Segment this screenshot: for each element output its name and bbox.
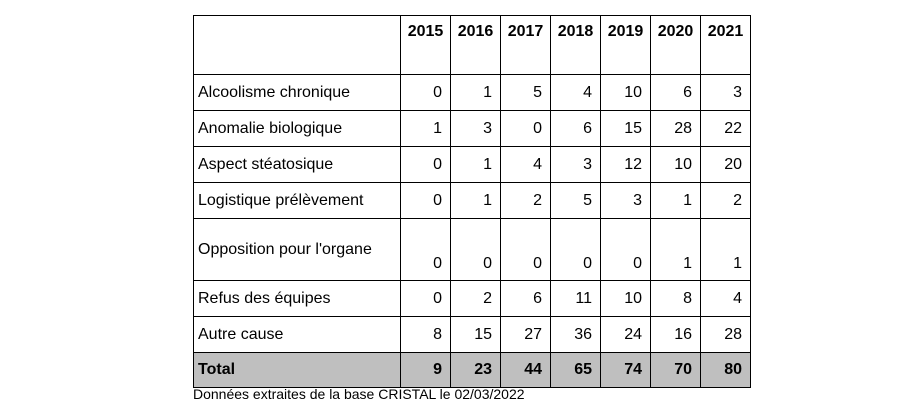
table-cell: 22 <box>701 111 751 147</box>
year-header: 2020 <box>651 16 701 75</box>
total-cell: 23 <box>451 353 501 388</box>
table-cell: 0 <box>401 281 451 317</box>
row-label: Logistique prélèvement <box>194 183 401 219</box>
table-cell: 0 <box>451 219 501 281</box>
table-cell: 6 <box>501 281 551 317</box>
table-cell: 1 <box>651 183 701 219</box>
table-row <box>194 183 751 219</box>
total-row <box>194 353 751 388</box>
table-cell: 11 <box>551 281 601 317</box>
total-cell: 74 <box>601 353 651 388</box>
table-cell: 0 <box>401 219 451 281</box>
table-cell: 1 <box>401 111 451 147</box>
table-cell: 15 <box>601 111 651 147</box>
table-row <box>194 75 751 111</box>
table-cell: 10 <box>601 281 651 317</box>
data-table-container <box>193 15 751 388</box>
row-label: Anomalie biologique <box>194 111 401 147</box>
table-cell: 15 <box>451 317 501 353</box>
table-row <box>194 219 751 281</box>
table-cell: 6 <box>551 111 601 147</box>
year-header: 2021 <box>701 16 751 75</box>
table-cell: 8 <box>651 281 701 317</box>
table-cell: 4 <box>501 147 551 183</box>
table-cell: 1 <box>701 219 751 281</box>
table-cell: 3 <box>551 147 601 183</box>
table-row <box>194 281 751 317</box>
table-cell: 0 <box>401 147 451 183</box>
table-cell: 27 <box>501 317 551 353</box>
table-row <box>194 317 751 353</box>
table-cell: 3 <box>701 75 751 111</box>
table-cell: 1 <box>451 75 501 111</box>
table-cell: 2 <box>701 183 751 219</box>
table-cell: 0 <box>501 219 551 281</box>
table-cell: 3 <box>451 111 501 147</box>
row-label: Alcoolisme chronique <box>194 75 401 111</box>
year-header: 2018 <box>551 16 601 75</box>
table-cell: 1 <box>451 183 501 219</box>
table-cell: 1 <box>451 147 501 183</box>
header-corner-cell <box>194 16 401 75</box>
table-cell: 2 <box>451 281 501 317</box>
table-cell: 10 <box>651 147 701 183</box>
table-cell: 0 <box>501 111 551 147</box>
table-cell: 28 <box>651 111 701 147</box>
total-cell: 80 <box>701 353 751 388</box>
table-cell: 16 <box>651 317 701 353</box>
table-cell: 36 <box>551 317 601 353</box>
table-cell: 5 <box>551 183 601 219</box>
table-cell: 0 <box>601 219 651 281</box>
table-cell: 28 <box>701 317 751 353</box>
total-cell: 70 <box>651 353 701 388</box>
table-cell: 0 <box>401 183 451 219</box>
row-label: Refus des équipes <box>194 281 401 317</box>
total-label: Total <box>194 353 401 388</box>
total-cell: 44 <box>501 353 551 388</box>
total-cell: 65 <box>551 353 601 388</box>
table-cell: 0 <box>551 219 601 281</box>
table-cell: 8 <box>401 317 451 353</box>
table-cell: 20 <box>701 147 751 183</box>
table-cell: 0 <box>401 75 451 111</box>
year-header: 2015 <box>401 16 451 75</box>
table-row <box>194 147 751 183</box>
header-row <box>194 16 751 75</box>
year-header: 2016 <box>451 16 501 75</box>
row-label: Aspect stéatosique <box>194 147 401 183</box>
row-label: Autre cause <box>194 317 401 353</box>
table-cell: 2 <box>501 183 551 219</box>
table-cell: 6 <box>651 75 701 111</box>
table-cell: 1 <box>651 219 701 281</box>
table-cell: 4 <box>551 75 601 111</box>
year-header: 2017 <box>501 16 551 75</box>
year-header: 2019 <box>601 16 651 75</box>
table-row <box>194 111 751 147</box>
table-cell: 12 <box>601 147 651 183</box>
table-cell: 3 <box>601 183 651 219</box>
table-cell: 10 <box>601 75 651 111</box>
table-cell: 5 <box>501 75 551 111</box>
total-cell: 9 <box>401 353 451 388</box>
data-table <box>193 15 751 388</box>
row-label: Opposition pour l'organe <box>194 219 401 281</box>
table-cell: 4 <box>701 281 751 317</box>
source-footnote: Données extraites de la base CRISTAL le 02/03/2022 <box>193 386 525 402</box>
table-cell: 24 <box>601 317 651 353</box>
